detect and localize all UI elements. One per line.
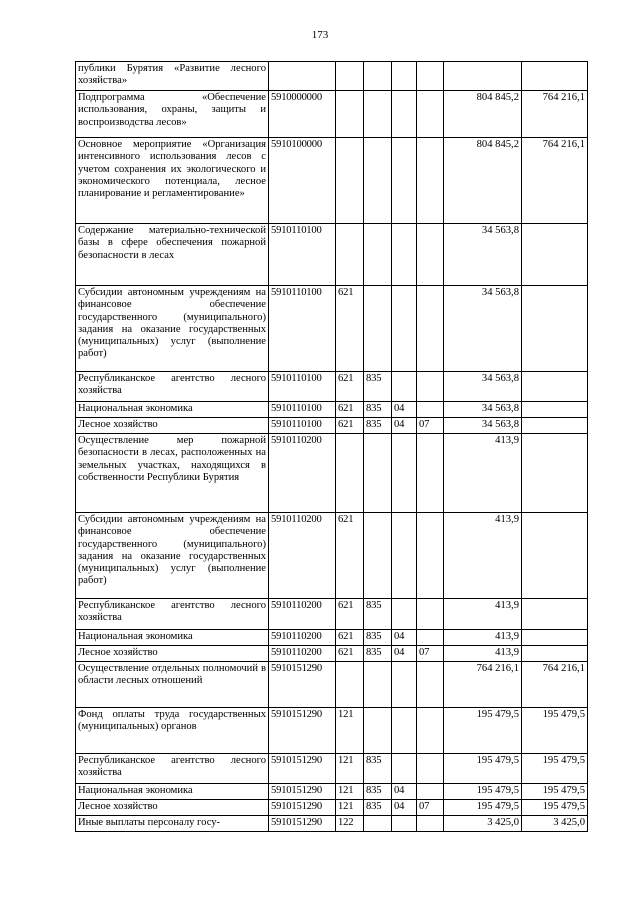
row-amount-year-1: 34 563,8 (444, 418, 522, 434)
table-row (76, 91, 588, 138)
row-amount-year-1 (444, 62, 522, 91)
row-section (392, 138, 417, 224)
row-ministry-code: 835 (364, 784, 392, 800)
row-expense-type: 121 (336, 754, 364, 784)
row-amount-year-2 (522, 599, 588, 630)
row-subsection (417, 91, 444, 138)
row-target-article: 5910110200 (269, 599, 336, 630)
row-ministry-code (364, 138, 392, 224)
row-ministry-code: 835 (364, 599, 392, 630)
row-amount-year-2 (522, 513, 588, 599)
table-row (76, 513, 588, 599)
row-name: Республиканское агентство лесного хозяйства (76, 754, 269, 784)
row-amount-year-1: 195 479,5 (444, 800, 522, 816)
row-amount-year-1: 413,9 (444, 513, 522, 599)
table-row (76, 62, 588, 91)
row-amount-year-1: 195 479,5 (444, 754, 522, 784)
row-expense-type: 621 (336, 599, 364, 630)
row-ministry-code (364, 708, 392, 754)
row-target-article: 5910110200 (269, 513, 336, 599)
row-expense-type: 122 (336, 816, 364, 832)
row-section: 04 (392, 784, 417, 800)
row-amount-year-1: 34 563,8 (444, 372, 522, 402)
row-target-article: 5910151290 (269, 784, 336, 800)
row-subsection (417, 599, 444, 630)
table-row (76, 138, 588, 224)
table-row (76, 754, 588, 784)
row-ministry-code: 835 (364, 800, 392, 816)
row-amount-year-2 (522, 630, 588, 646)
row-amount-year-1: 413,9 (444, 599, 522, 630)
row-ministry-code (364, 513, 392, 599)
row-target-article: 5910110100 (269, 418, 336, 434)
row-section: 04 (392, 418, 417, 434)
row-expense-type: 121 (336, 800, 364, 816)
row-name: Национальная экономика (76, 784, 269, 800)
row-amount-year-1: 34 563,8 (444, 286, 522, 372)
row-expense-type: 121 (336, 708, 364, 754)
row-amount-year-2 (522, 224, 588, 286)
row-ministry-code: 835 (364, 418, 392, 434)
budget-table (75, 61, 588, 832)
row-expense-type: 621 (336, 513, 364, 599)
row-expense-type (336, 224, 364, 286)
row-ministry-code (364, 224, 392, 286)
row-amount-year-2 (522, 418, 588, 434)
row-amount-year-1: 764 216,1 (444, 662, 522, 708)
table-row (76, 800, 588, 816)
row-name: Лесное хозяйство (76, 646, 269, 662)
row-name: Основное мероприятие «Организация интенсивного использования лесов с учетом сохранения их экологического и экономического потенциала, лесное планирование и регламентирование» (76, 138, 269, 224)
row-target-article: 5910110100 (269, 286, 336, 372)
row-amount-year-2: 764 216,1 (522, 91, 588, 138)
row-amount-year-2: 764 216,1 (522, 662, 588, 708)
row-name: Лесное хозяйство (76, 418, 269, 434)
row-expense-type (336, 434, 364, 513)
row-amount-year-1: 3 425,0 (444, 816, 522, 832)
row-subsection (417, 138, 444, 224)
row-name: Республиканское агентство лесного хозяйства (76, 372, 269, 402)
row-section (392, 816, 417, 832)
row-amount-year-2: 195 479,5 (522, 800, 588, 816)
row-section (392, 662, 417, 708)
row-target-article: 5910110100 (269, 372, 336, 402)
row-name: Национальная экономика (76, 630, 269, 646)
row-section: 04 (392, 630, 417, 646)
row-subsection (417, 286, 444, 372)
row-amount-year-1: 413,9 (444, 434, 522, 513)
row-amount-year-2 (522, 434, 588, 513)
row-name: Фонд оплаты труда государственных (муниципальных) органов (76, 708, 269, 754)
row-ministry-code: 835 (364, 372, 392, 402)
row-expense-type: 621 (336, 286, 364, 372)
row-expense-type (336, 138, 364, 224)
row-subsection (417, 662, 444, 708)
row-expense-type: 621 (336, 630, 364, 646)
row-section (392, 372, 417, 402)
row-expense-type: 621 (336, 418, 364, 434)
row-amount-year-2: 195 479,5 (522, 784, 588, 800)
table-row (76, 646, 588, 662)
row-ministry-code (364, 434, 392, 513)
row-amount-year-1: 804 845,2 (444, 91, 522, 138)
row-target-article: 5910110100 (269, 224, 336, 286)
row-subsection (417, 224, 444, 286)
row-subsection (417, 434, 444, 513)
row-amount-year-2 (522, 62, 588, 91)
row-name: Субсидии автономным учреждениям на финансовое обеспечение государственного (муниципального) задания на оказание государственных (муниципальных) услуг (выполнение работ) (76, 286, 269, 372)
row-target-article: 5910151290 (269, 816, 336, 832)
row-name: публики Бурятия «Развитие лесного хозяйства» (76, 62, 269, 91)
row-section (392, 754, 417, 784)
row-target-article: 5910110200 (269, 630, 336, 646)
row-name: Республиканское агентство лесного хозяйства (76, 599, 269, 630)
row-amount-year-2: 3 425,0 (522, 816, 588, 832)
row-amount-year-1: 34 563,8 (444, 224, 522, 286)
row-subsection (417, 708, 444, 754)
row-name: Содержание материально-технической базы в сфере обеспечения пожарной безопасности в лесах (76, 224, 269, 286)
page-number: 173 (311, 29, 329, 41)
row-amount-year-2: 195 479,5 (522, 708, 588, 754)
row-expense-type (336, 91, 364, 138)
row-name: Субсидии автономным учреждениям на финансовое обеспечение государственного (муниципального) задания на оказание государственных (муниципальных) услуг (выполнение работ) (76, 513, 269, 599)
row-expense-type: 621 (336, 646, 364, 662)
row-amount-year-2 (522, 286, 588, 372)
row-name: Лесное хозяйство (76, 800, 269, 816)
row-expense-type: 621 (336, 372, 364, 402)
row-section (392, 62, 417, 91)
row-name: Иные выплаты персоналу госу- (76, 816, 269, 832)
row-amount-year-1: 804 845,2 (444, 138, 522, 224)
row-target-article: 5910110200 (269, 646, 336, 662)
row-target-article: 5910000000 (269, 91, 336, 138)
row-target-article: 5910151290 (269, 708, 336, 754)
row-ministry-code (364, 62, 392, 91)
row-subsection: 07 (417, 800, 444, 816)
row-expense-type: 121 (336, 784, 364, 800)
row-subsection (417, 402, 444, 418)
row-name: Национальная экономика (76, 402, 269, 418)
row-subsection (417, 62, 444, 91)
row-amount-year-2: 764 216,1 (522, 138, 588, 224)
row-amount-year-1: 195 479,5 (444, 708, 522, 754)
row-expense-type (336, 662, 364, 708)
row-amount-year-1: 195 479,5 (444, 784, 522, 800)
row-section: 04 (392, 800, 417, 816)
table-row (76, 434, 588, 513)
row-target-article: 5910110200 (269, 434, 336, 513)
row-amount-year-2 (522, 646, 588, 662)
row-section (392, 708, 417, 754)
table-row (76, 784, 588, 800)
row-ministry-code (364, 91, 392, 138)
row-target-article: 5910110100 (269, 402, 336, 418)
row-target-article: 5910100000 (269, 138, 336, 224)
row-subsection (417, 816, 444, 832)
table-row (76, 630, 588, 646)
budget-table-body (76, 62, 588, 832)
row-subsection (417, 372, 444, 402)
table-row (76, 816, 588, 832)
row-target-article (269, 62, 336, 91)
table-row (76, 708, 588, 754)
table-row (76, 599, 588, 630)
table-row (76, 402, 588, 418)
row-expense-type: 621 (336, 402, 364, 418)
row-amount-year-1: 34 563,8 (444, 402, 522, 418)
row-name: Осуществление мер пожарной безопасности в лесах, расположенных на земельных участках, находящихся в собственности Республики Бурятия (76, 434, 269, 513)
row-name: Осуществление отдельных полномочий в области лесных отношений (76, 662, 269, 708)
row-section (392, 91, 417, 138)
row-target-article: 5910151290 (269, 754, 336, 784)
row-subsection: 07 (417, 646, 444, 662)
row-ministry-code (364, 816, 392, 832)
row-ministry-code: 835 (364, 630, 392, 646)
row-subsection (417, 754, 444, 784)
row-section (392, 434, 417, 513)
row-section: 04 (392, 402, 417, 418)
row-ministry-code: 835 (364, 754, 392, 784)
row-ministry-code: 835 (364, 402, 392, 418)
row-subsection (417, 513, 444, 599)
row-subsection: 07 (417, 418, 444, 434)
row-ministry-code (364, 662, 392, 708)
row-section: 04 (392, 646, 417, 662)
row-ministry-code: 835 (364, 646, 392, 662)
table-row (76, 286, 588, 372)
row-section (392, 599, 417, 630)
row-amount-year-1: 413,9 (444, 630, 522, 646)
row-target-article: 5910151290 (269, 800, 336, 816)
row-amount-year-2 (522, 402, 588, 418)
table-row (76, 418, 588, 434)
row-ministry-code (364, 286, 392, 372)
table-row (76, 224, 588, 286)
table-row (76, 372, 588, 402)
row-section (392, 224, 417, 286)
table-row (76, 662, 588, 708)
row-name: Подпрограмма «Обеспечение использования, охраны, защиты и воспроизводства лесов» (76, 91, 269, 138)
row-section (392, 513, 417, 599)
row-subsection (417, 630, 444, 646)
row-expense-type (336, 62, 364, 91)
row-amount-year-1: 413,9 (444, 646, 522, 662)
row-subsection (417, 784, 444, 800)
row-amount-year-2 (522, 372, 588, 402)
row-target-article: 5910151290 (269, 662, 336, 708)
row-section (392, 286, 417, 372)
row-amount-year-2: 195 479,5 (522, 754, 588, 784)
